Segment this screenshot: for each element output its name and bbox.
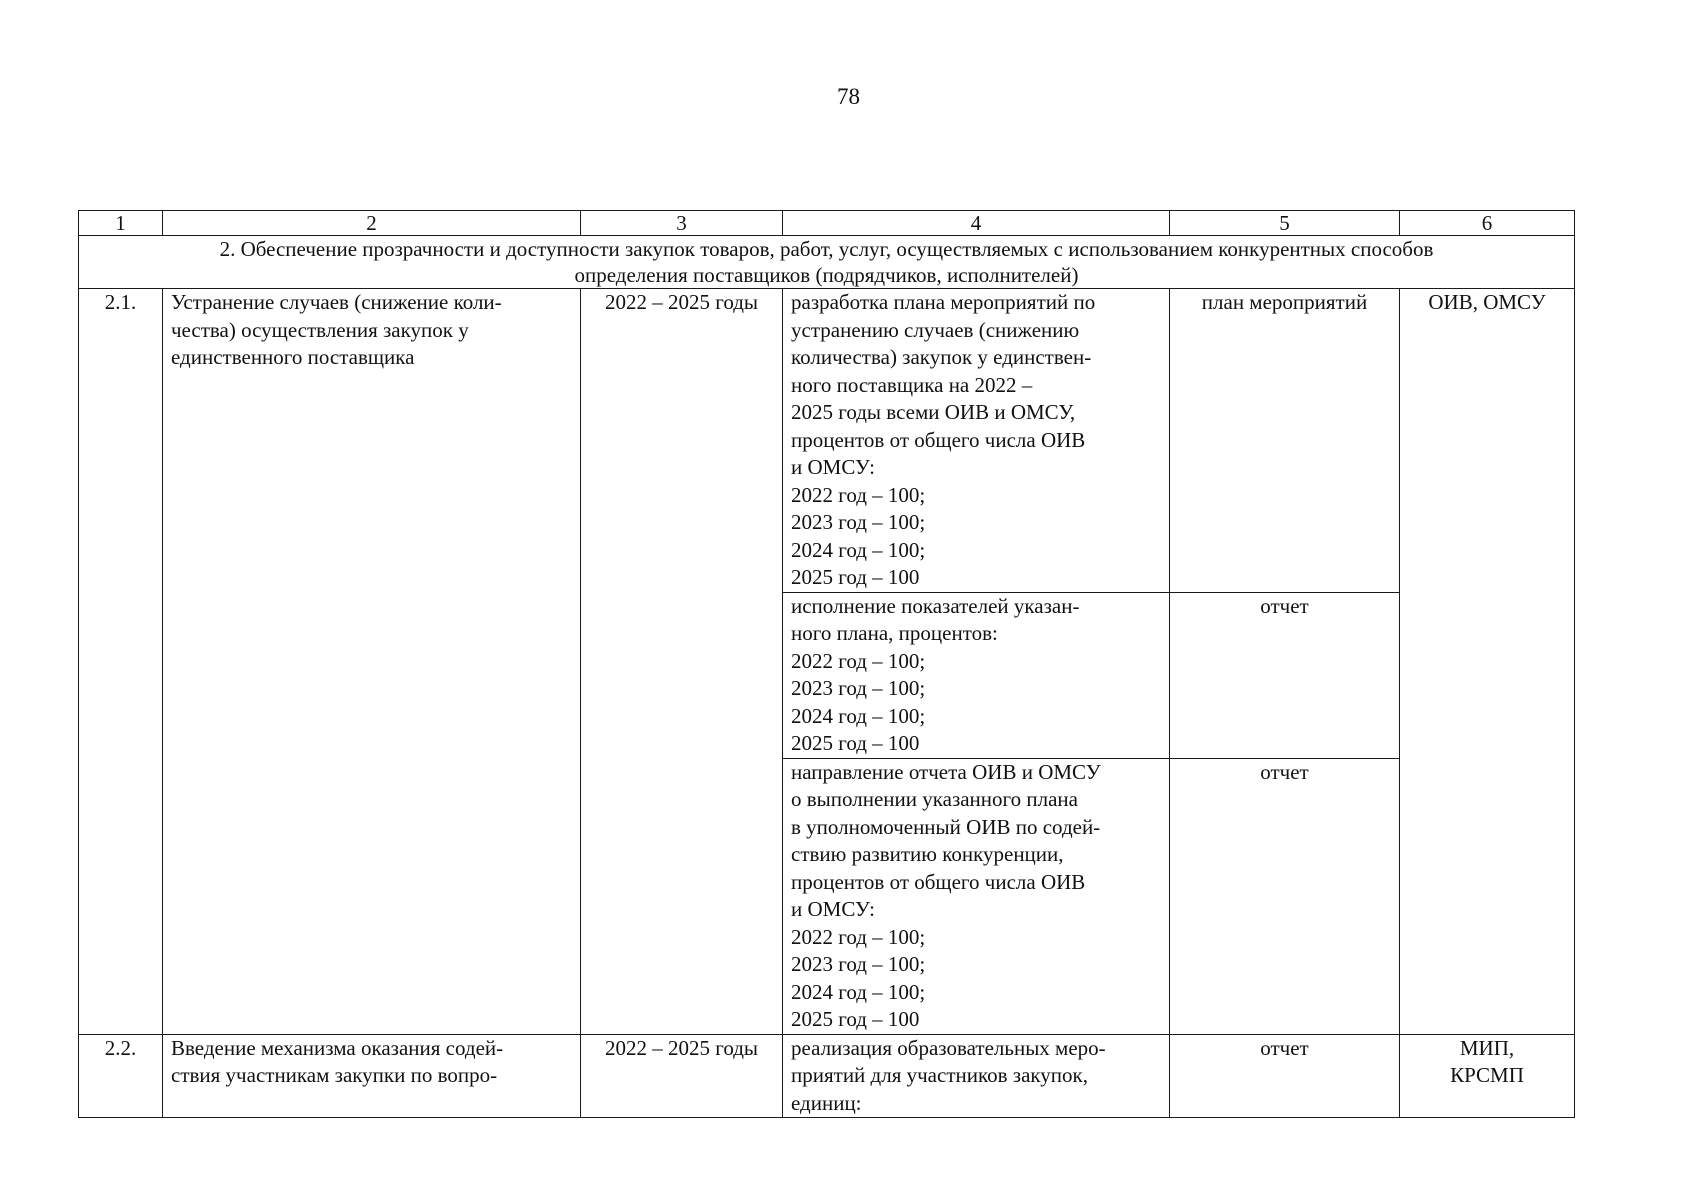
measure-line: чества) осуществления закупок у bbox=[171, 317, 469, 342]
indicator-line: ного поставщика на 2022 – bbox=[791, 372, 1033, 397]
executors bbox=[1400, 1034, 1575, 1118]
column-number: 4 bbox=[783, 211, 1170, 236]
measures-table bbox=[78, 210, 1575, 1118]
measure-line: Введение механизма оказания содей- bbox=[171, 1035, 504, 1060]
indicator-text bbox=[783, 1034, 1170, 1118]
executor-line: КРСМП bbox=[1450, 1063, 1524, 1087]
indicator-line: ного плана, процентов: bbox=[791, 621, 998, 645]
indicator-line: приятий для участников закупок, bbox=[791, 1063, 1088, 1087]
measure-text bbox=[163, 1034, 581, 1118]
section-title bbox=[79, 236, 1575, 289]
section-title-line: определения поставщиков (подрядчиков, исполнителей) bbox=[574, 263, 1079, 287]
column-number: 1 bbox=[79, 211, 163, 236]
indicator-line: исполнение показателей указан- bbox=[791, 593, 1080, 618]
indicator-line: 2023 год – 100; bbox=[791, 676, 926, 700]
indicator-line: 2024 год – 100; bbox=[791, 979, 926, 1004]
column-number: 2 bbox=[163, 211, 581, 236]
measure-text bbox=[163, 289, 581, 1035]
indicator-line: 2024 год – 100; bbox=[791, 537, 926, 562]
measure-line: Устранение случаев (снижение коли- bbox=[171, 290, 502, 314]
executors: ОИВ, ОМСУ bbox=[1400, 289, 1575, 1035]
indicator-line: и ОМСУ: bbox=[791, 455, 875, 479]
indicator-line: 2023 год – 100; bbox=[791, 510, 926, 534]
indicator-line: 2022 год – 100; bbox=[791, 482, 926, 507]
column-number-row bbox=[79, 211, 1575, 236]
indicator-line: 2022 год – 100; bbox=[791, 648, 926, 673]
indicator-line: 2025 год – 100 bbox=[791, 565, 920, 589]
term-text: 2022 – 2025 годы bbox=[581, 1034, 783, 1118]
indicator-line: о выполнении указанного плана bbox=[791, 787, 1078, 811]
indicator-line: процентов от общего числа ОИВ bbox=[791, 869, 1086, 894]
indicator-text bbox=[783, 758, 1170, 1034]
section-row bbox=[79, 236, 1575, 289]
indicator-line: 2025 год – 100 bbox=[791, 1007, 920, 1031]
indicator-text bbox=[783, 592, 1170, 758]
column-number: 5 bbox=[1170, 211, 1400, 236]
indicator-line: единиц: bbox=[791, 1090, 862, 1115]
section-title-line: 2. Обеспечение прозрачности и доступности закупок товаров, работ, услуг, осуществляемых с использованием конкурентных способов bbox=[219, 237, 1434, 261]
row-number: 2.1. bbox=[79, 289, 163, 1035]
indicator-line: 2025 годы всеми ОИВ и ОМСУ, bbox=[791, 400, 1076, 424]
indicator-line: и ОМСУ: bbox=[791, 897, 875, 921]
indicator-line: 2022 год – 100; bbox=[791, 924, 926, 949]
indicator-line: процентов от общего числа ОИВ bbox=[791, 427, 1086, 452]
executor-line: МИП, bbox=[1459, 1035, 1515, 1060]
indicator-line: количества) закупок у единствен- bbox=[791, 345, 1092, 369]
indicator-line: ствию развитию конкуренции, bbox=[791, 842, 1064, 866]
indicator-line: 2025 год – 100 bbox=[791, 731, 920, 755]
row-number: 2.2. bbox=[79, 1034, 163, 1118]
term-text: 2022 – 2025 годы bbox=[581, 289, 783, 1035]
document-type: отчет bbox=[1170, 1034, 1400, 1118]
column-number: 3 bbox=[581, 211, 783, 236]
indicator-line: устранению случаев (снижению bbox=[791, 317, 1080, 342]
document-type: план мероприятий bbox=[1170, 289, 1400, 593]
table-row bbox=[79, 1034, 1575, 1118]
document-type: отчет bbox=[1170, 592, 1400, 758]
indicator-line: направление отчета ОИВ и ОМСУ bbox=[791, 759, 1101, 784]
measure-line: единственного поставщика bbox=[171, 345, 415, 369]
indicator-line: разработка плана мероприятий по bbox=[791, 290, 1096, 314]
table-row bbox=[79, 289, 1575, 593]
indicator-line: реализация образовательных меро- bbox=[791, 1035, 1106, 1060]
document-type: отчет bbox=[1170, 758, 1400, 1034]
indicator-line: в уполномоченный ОИВ по содей- bbox=[791, 814, 1101, 839]
indicator-line: 2023 год – 100; bbox=[791, 952, 926, 976]
indicator-text bbox=[783, 289, 1170, 593]
page-number: 78 bbox=[837, 84, 860, 109]
measure-line: ствия участникам закупки по вопро- bbox=[171, 1063, 498, 1087]
indicator-line: 2024 год – 100; bbox=[791, 703, 926, 728]
column-number: 6 bbox=[1400, 211, 1575, 236]
